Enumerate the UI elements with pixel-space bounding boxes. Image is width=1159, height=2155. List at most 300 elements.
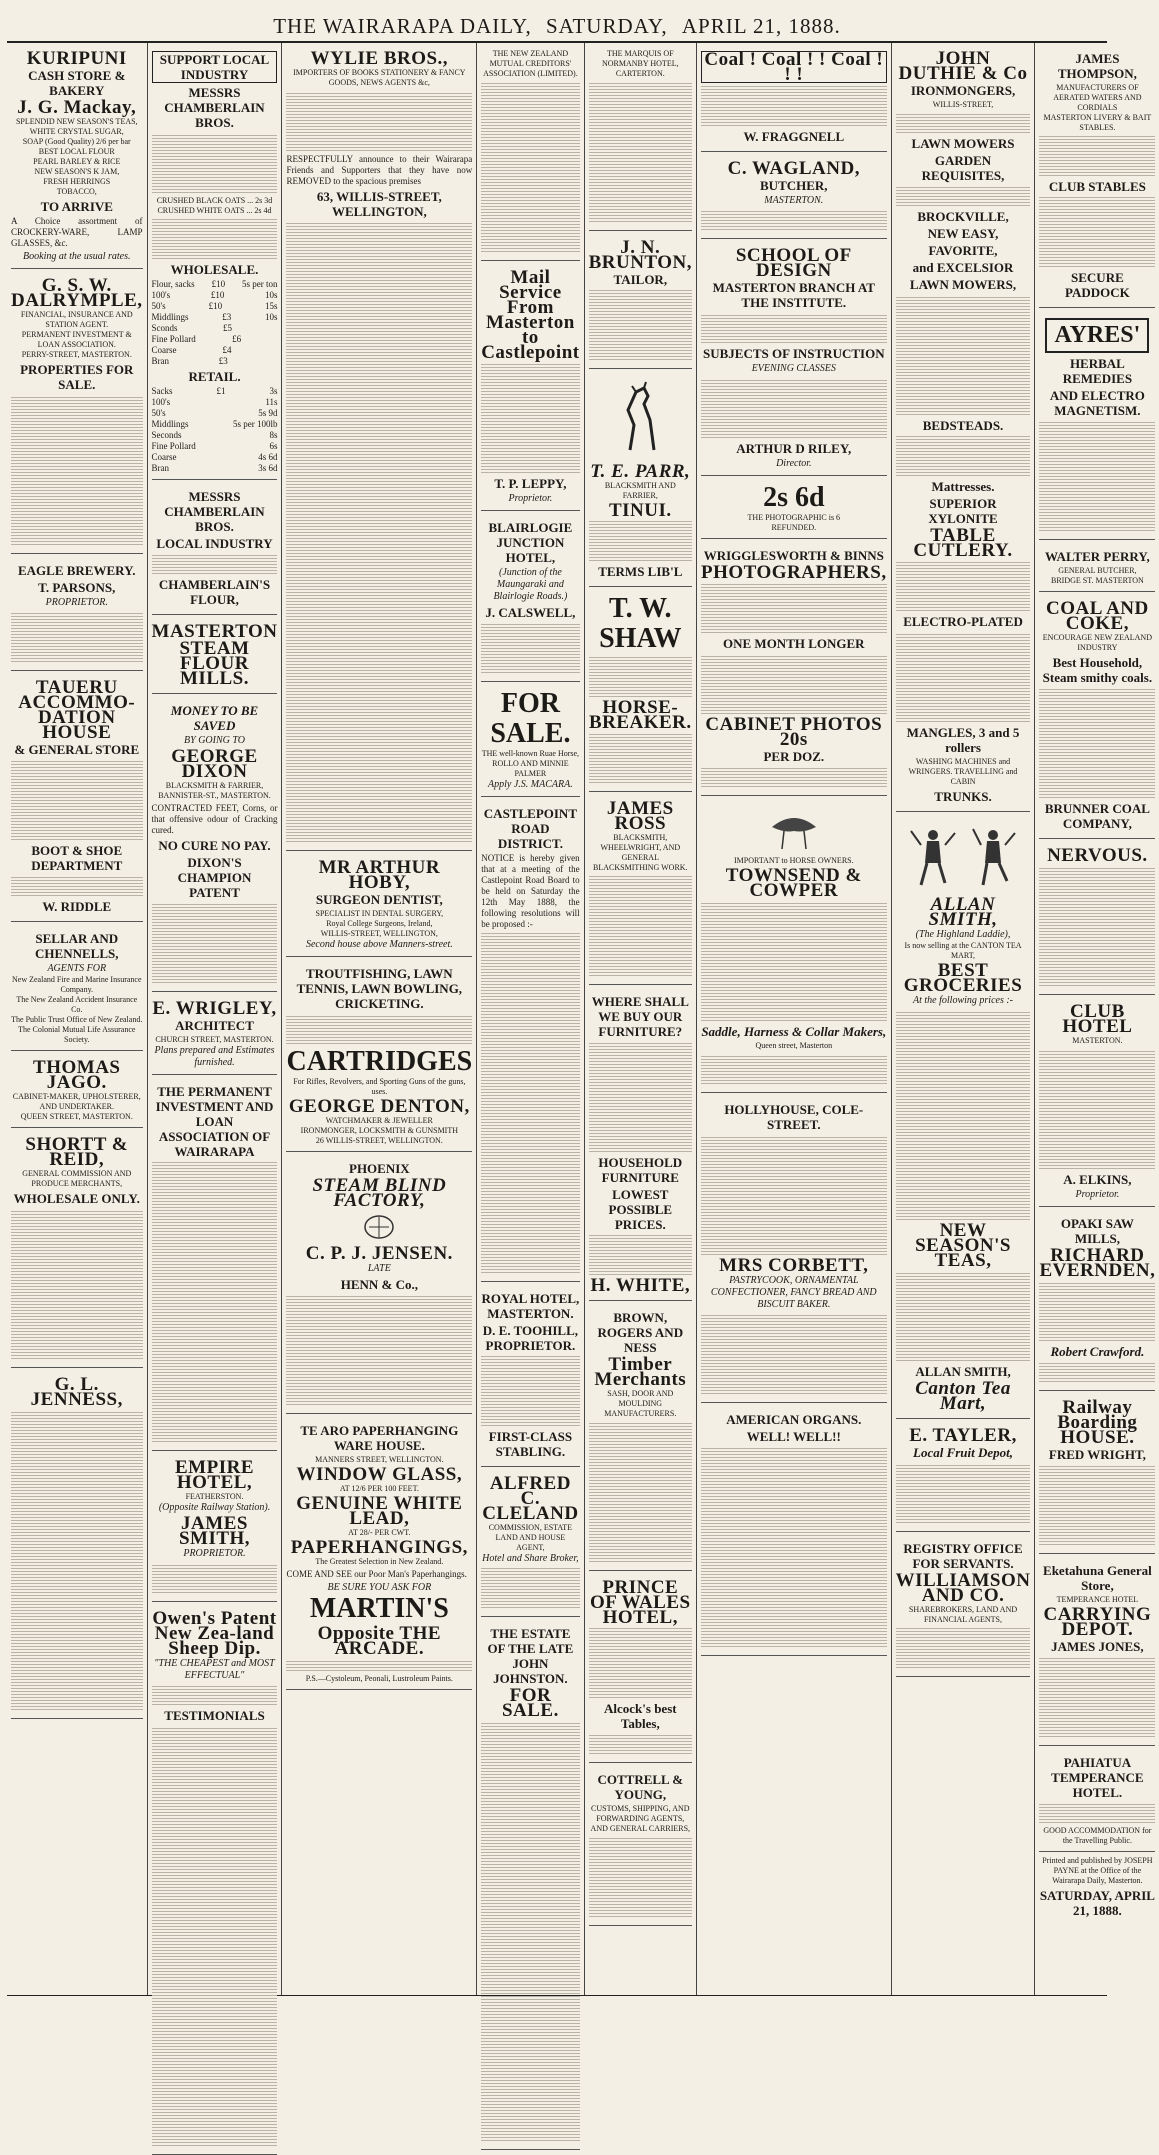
duthie-ad (896, 46, 1031, 812)
owens-dip: Owen's Patent New Zea-land Sheep Dip. (152, 1608, 277, 1659)
riddle-name: W. RIDDLE (42, 899, 112, 914)
local-fruit: Local Fruit Depot, (913, 1445, 1014, 1460)
excelsior: and EXCELSIOR (912, 260, 1014, 275)
prince-of-wales: PRINCE OF WALES HOTEL, (589, 1577, 691, 1628)
williamson: WILLIAMSON AND CO. (895, 1570, 1031, 1606)
dalrymple-sub: FINANCIAL, INSURANCE AND STATION AGENT. (20, 310, 133, 329)
price-item: Fine Pollard (151, 441, 196, 451)
mackay-line: BEST LOCAL FLOUR (38, 147, 115, 156)
director: Director. (776, 458, 812, 469)
price-value: £3 (218, 356, 228, 366)
eagle-brewery: EAGLE BREWERY. (17, 563, 136, 578)
townsend-sub: Saddle, Harness & Collar Makers, (701, 1024, 887, 1039)
dalrymple-ad (11, 273, 143, 554)
price-unit: 4s 6d (258, 452, 278, 462)
lowest-prices: LOWEST POSSIBLE PRICES. (608, 1187, 673, 1232)
refunded: REFUNDED. (771, 523, 817, 532)
ayres-banner: AYRES' (1045, 318, 1149, 353)
featherston: FEATHERSTON. (185, 1492, 244, 1501)
cleland-name: ALFRED C. CLELAND (482, 1473, 579, 1524)
highland-dancers-illustration (896, 823, 1031, 893)
dixon-ad (152, 698, 278, 992)
boot-shoe: BOOT & SHOE DEPARTMENT (31, 843, 123, 873)
masthead (7, 7, 1107, 43)
denton-ad (286, 961, 472, 1152)
sellar-ad (11, 926, 143, 1051)
price-unit: 6s (269, 441, 278, 451)
brunner-coal: BRUNNER COAL COMPANY, (1044, 801, 1150, 831)
jenness-name: G. L. JENNESS, (30, 1374, 123, 1410)
chamberlain-name-2: MESSRS CHAMBERLAIN BROS. (164, 489, 265, 534)
cartridges-sub: For Rifles, Revolvers, and Sporting Guns of the guns, uses. (293, 1077, 466, 1096)
be-sure: BE SURE YOU ASK FOR (327, 1582, 432, 1593)
tayler-ad (896, 1423, 1031, 1532)
properties-heading: PROPERTIES FOR SALE. (20, 362, 134, 392)
mackay-line: PEARL BARLEY & RICE (33, 157, 121, 166)
coal-coke-ad (1039, 596, 1155, 839)
denton-street: 26 WILLIS-STREET, WELLINGTON. (315, 1136, 443, 1145)
hoby-street: WILLIS-STREET, WELLINGTON, (320, 929, 438, 938)
church-street: CHURCH STREET, MASTERTON. (155, 1035, 274, 1044)
new-season-teas: NEW SEASON'S TEAS, (915, 1220, 1011, 1271)
manners-street: MANNERS STREET, WELLINGTON. (315, 1455, 444, 1464)
townsend-ad (701, 800, 887, 1093)
queen-street: QUEEN STREET, MASTERTON. (20, 1112, 133, 1121)
apply-macara: Apply J.S. MACARA. (488, 779, 573, 790)
terms: TERMS LIB'L (598, 564, 683, 579)
corbett-name: MRS CORBETT, (719, 1255, 869, 1276)
jago-name: THOMAS JAGO. (33, 1057, 121, 1093)
walter-perry: WALTER PERRY, (1045, 549, 1150, 564)
steam-mills-ad (152, 619, 278, 694)
pahiatua-ad (1039, 1750, 1155, 1852)
for-sale-ad (481, 686, 579, 797)
jensen-ad (286, 1156, 472, 1414)
price-unit: 15s (264, 301, 278, 311)
ross-ad (589, 796, 692, 985)
bedsteads: BEDSTEADS. (922, 418, 1004, 433)
household-furniture: HOUSEHOLD FURNITURE (598, 1155, 683, 1185)
customs: CUSTOMS, SHIPPING, AND FORWARDING AGENTS, (591, 1804, 690, 1823)
glass-price: AT 12/6 PER 100 FEET. (339, 1484, 419, 1493)
price-unit: 5s per 100lb (232, 419, 278, 429)
mackay-name: J. G. Mackay, (17, 97, 137, 118)
money-saved: MONEY TO BE SAVED (170, 703, 259, 733)
one-month: ONE MONTH LONGER (723, 636, 865, 651)
duthie-name: JOHN DUTHIE & Co (898, 48, 1028, 84)
robert-crawford: Robert Crawford. (1050, 1344, 1145, 1359)
price-row (152, 397, 278, 408)
favorite: FAVORITE, (928, 243, 998, 258)
new-easy: NEW EASY, (927, 226, 999, 241)
issue-date: APRIL 21, 1888. (681, 14, 841, 38)
kuripuni-title: KURIPUNI (26, 48, 127, 69)
mutual-credit-ad (481, 46, 579, 261)
james-jones: JAMES JONES, (1051, 1639, 1144, 1654)
price-row (152, 356, 278, 367)
important-horse: IMPORTANT to HORSE OWNERS. (733, 856, 854, 865)
opaki-ad (1039, 1211, 1155, 1391)
mail-service: Mail Service From Masterton to Castlepoint (481, 267, 580, 363)
price-item: Flour, sacks (151, 279, 195, 289)
mackay-line: NEW SEASON'S K JAM, (34, 167, 120, 176)
chamberlain-flour: CHAMBERLAIN'S FLOUR, (158, 577, 271, 607)
dixon-champion: DIXON'S CHAMPION PATENT (177, 855, 252, 900)
marquis-ad (589, 46, 692, 231)
shortt-name: SHORTT & REID, (25, 1134, 129, 1170)
washing: WASHING MACHINES and WRINGERS. TRAVELLING and CABIN (908, 757, 1018, 786)
eagle-brewery-ad (11, 558, 143, 671)
price-row (152, 301, 278, 312)
corbett-ad (701, 1097, 887, 1403)
te-aro-ad (286, 1418, 472, 1690)
per-doz: PER DOZ. (763, 749, 825, 764)
price-value: £1 (216, 386, 226, 396)
blairlogie-ad (481, 515, 579, 682)
column-8 (1035, 43, 1159, 1995)
mackay-line: SOAP (Good Quality) 2/6 per bar (22, 137, 131, 146)
going-to: BY GOING TO (184, 735, 245, 746)
retail-heading: RETAIL. (188, 369, 241, 384)
brunton-name: J. N. BRUNTON, (588, 237, 693, 273)
price-unit: 11s (265, 397, 278, 407)
columns (7, 43, 1156, 1996)
crushed-line: CRUSHED WHITE OATS ... 2s 4d (157, 206, 272, 215)
empire-hotel: EMPIRE HOTEL, (175, 1457, 254, 1493)
column-4 (477, 43, 584, 1995)
price-value: £10 (208, 301, 223, 311)
marquis: THE MARQUIS OF NORMANBY HOTEL, CARTERTON. (602, 49, 679, 78)
hoby-ad (286, 855, 472, 957)
shortt-ad (11, 1132, 143, 1368)
mail-service-ad (481, 265, 579, 511)
price-row (152, 323, 278, 334)
price-item: Coarse (151, 345, 177, 355)
james-ross: JAMES ROSS (606, 798, 674, 834)
wholesale-heading: WHOLESALE. (170, 262, 259, 277)
dixon-sub: BLACKSMITH & FARRIER, BANNISTER-ST., MASTERTON. (158, 781, 271, 800)
club-hotel: CLUB HOTEL (1062, 1001, 1133, 1037)
nervous: NERVOUS. (1047, 845, 1148, 866)
to-arrive-text: A Choice assortment of CROCKERY-WARE, LAMP GLASSES, &c. (11, 216, 143, 248)
jago-sub: CABINET-MAKER, UPHOLSTERER, AND UNDERTAKER. (12, 1092, 141, 1111)
shaw-name: T. W. SHAW (599, 593, 682, 654)
brunton-ad (589, 235, 692, 369)
dalrymple-name: G. S. W. DALRYMPLE, (11, 275, 143, 311)
wagland-name: C. WAGLAND, (727, 158, 860, 179)
opposite-arcade: Opposite THE ARCADE. (317, 1623, 442, 1659)
railway-boarding: Railway Boarding HOUSE. (1057, 1397, 1138, 1448)
cottrell: COTTRELL & YOUNG, (597, 1772, 684, 1802)
elkins-name: A. ELKINS, (1063, 1172, 1132, 1187)
masterton-branch: MASTERTON BRANCH AT THE INSTITUTE. (712, 280, 875, 310)
wrigley-name: E. WRIGLEY, (152, 998, 277, 1019)
price-unit: 8s (269, 430, 278, 440)
secure-paddock: SECURE PADDOCK (1065, 270, 1130, 300)
club-stables: CLUB STABLES (1048, 179, 1146, 194)
eketahuna-ad (1039, 1558, 1155, 1746)
mattresses: Mattresses. (931, 479, 995, 494)
masterton-heading: MASTERTON (151, 621, 278, 642)
newspaper-title: THE WAIRARAPA DAILY, (273, 14, 532, 38)
wrigglesworth-ad (701, 543, 887, 796)
price-item: Bran (151, 463, 170, 473)
railway-ad (1039, 1395, 1155, 1554)
price-row (152, 430, 278, 441)
column-1 (7, 43, 148, 1995)
evening-classes: EVENING CLASSES (751, 363, 836, 374)
price-unit: 5s per ton (241, 279, 278, 289)
price-value: £5 (223, 323, 233, 333)
price-item: 50's (151, 301, 166, 311)
price-item: Sconds (151, 323, 178, 333)
hotel-broker: Hotel and Share Broker, (482, 1553, 579, 1564)
coal-heading: Coal ! Coal ! ! Coal ! ! ! (701, 51, 887, 83)
sellar-line: The New Zealand Accident Insurance Co. (16, 995, 138, 1014)
wylie-sub: IMPORTERS OF BOOKS STATIONERY & FANCY GOODS, NEWS AGENTS &c, (293, 68, 466, 87)
brown-rogers: BROWN, ROGERS AND NESS (597, 1310, 684, 1355)
architect: ARCHITECT (175, 1018, 254, 1033)
column-7 (892, 43, 1036, 1995)
contracted-feet: CONTRACTED FEET, Corns, or that offensive odour of Cracking cured. (151, 803, 278, 835)
perry-ad (1039, 544, 1155, 592)
price-row (152, 312, 278, 323)
come-see: COME AND SEE our Poor Man's Paperhangings. (286, 1569, 467, 1579)
canton-mart: Canton Tea Mart, (915, 1378, 1011, 1414)
dancers-icon (903, 823, 1023, 893)
general-butcher: GENERAL BUTCHER, (1058, 566, 1137, 575)
cabinet-photos: CABINET PHOTOS 20s (705, 714, 883, 750)
notice-text: NOTICE is hereby given that at a meeting of the Castlepoint Road Board to be held on Saturday the 12th May 1888, the following resolutions will be proposed :- (481, 853, 580, 929)
empire-hotel-ad (152, 1455, 278, 1602)
price-value: £4 (222, 345, 232, 355)
well-well: WELL! WELL!! (746, 1429, 841, 1444)
toohill: D. E. TOOHILL, PROPRIETOR. (482, 1323, 579, 1353)
chamberlain-ad (152, 46, 278, 480)
taueru-title: TAUERU ACCOMMO-DATION HOUSE (18, 677, 136, 743)
column-3 (282, 43, 477, 1995)
emblem-icon (359, 1212, 399, 1242)
ross-sub: BLACKSMITH, WHEELWRIGHT, AND GENERAL BLACKSMITHING WORK. (593, 833, 688, 872)
bridge-street: BRIDGE ST. MASTERTON (1050, 576, 1144, 585)
table-cutlery: TABLE CUTLERY. (913, 525, 1013, 561)
price-item: Coarse (151, 452, 177, 462)
price-unit: 10s (264, 312, 278, 322)
denton-name: GEORGE DENTON, (288, 1096, 470, 1117)
sellar-line: The Colonial Mutual Life Assurance Society. (18, 1025, 136, 1044)
plans-note: Plans prepared and Estimates furnished. (154, 1045, 275, 1068)
wylie-name: WYLIE BROS., (310, 48, 449, 69)
elkins-proprietor: Proprietor. (1075, 1189, 1120, 1200)
carrying-depot: CARRYING DEPOT. (1043, 1604, 1152, 1640)
shortt-sub: GENERAL COMMISSION AND PRODUCE MERCHANTS, (22, 1169, 132, 1188)
column-2 (148, 43, 283, 1995)
support-local: SUPPORT LOCAL INDUSTRY (152, 51, 278, 83)
wholesale-only: WHOLESALE ONLY. (13, 1191, 140, 1206)
jensen-name: C. P. J. JENSEN. (305, 1243, 453, 1264)
cottrell-ad (589, 1767, 692, 1926)
emblem-illustration (286, 1212, 472, 1242)
genuine-lead: GENUINE WHITE LEAD, (296, 1493, 463, 1529)
canton-selling: Is now selling at the CANTON TEA MART, (904, 941, 1022, 960)
school-design: SCHOOL OF DESIGN (735, 245, 852, 281)
wrigley-ad (152, 996, 278, 1075)
parsons-proprietor: PROPRIETOR. (45, 597, 108, 608)
ruae-horse: THE well-known Ruae Horse, (481, 749, 580, 758)
brown-rogers-ad (589, 1305, 692, 1571)
rollo: ROLLO AND MINNIE PALMER (492, 759, 569, 778)
perry-street: PERRY-STREET, MASTERTON. (21, 350, 132, 359)
dixon-name: GEORGE DIXON (171, 746, 258, 782)
price-row (152, 290, 278, 301)
window-glass: WINDOW GLASS, (296, 1464, 463, 1485)
rearing-horse-icon (610, 380, 670, 460)
price-row (152, 334, 278, 345)
lead-price: AT 28/- PER CWT. (348, 1528, 411, 1537)
price-unit: 10s (264, 290, 278, 300)
owens-dip-ad (152, 1606, 278, 2155)
troutfishing: TROUTFISHING, LAWN TENNIS, LAWN BOWLING, CRICKETING. (296, 966, 463, 1011)
steam-flour-mills: STEAM FLOUR MILLS. (179, 638, 250, 689)
price-item: Bran (151, 356, 170, 366)
caswell-name: J. CALSWELL, (485, 605, 576, 620)
price-item: Fine Pollard (151, 334, 196, 344)
chamberlain-name: MESSRS CHAMBERLAIN BROS. (164, 85, 265, 130)
first-class-stabling: FIRST-CLASS STABLING. (488, 1429, 573, 1459)
te-aro-papers: TE ARO PAPERHANGING WARE HOUSE. (300, 1423, 459, 1453)
price-row (152, 463, 278, 474)
price-row (152, 408, 278, 419)
price-row (152, 279, 278, 290)
tailor: TAILOR, (613, 272, 668, 287)
royal-hotel: ROYAL HOTEL, MASTERTON. (481, 1291, 580, 1321)
mangles: MANGLES, 3 and 5 rollers (906, 725, 1020, 755)
estate-heading: THE ESTATE OF THE LATE JOHN JOHNSTON. (487, 1626, 574, 1686)
thompson-sub: MANUFACTURERS OF AERATED WATERS AND CORDIALS (1053, 83, 1142, 112)
price-row (152, 345, 278, 356)
hollyhouse: HOLLYHOUSE, COLE-STREET. (724, 1102, 864, 1132)
parsons-name: T. PARSONS, (38, 580, 116, 595)
accommodation: GOOD ACCOMMODATION for the Travelling Public. (1043, 1826, 1152, 1845)
livery-stables: MASTERTON LIVERY & BAIT STABLES. (1043, 113, 1152, 132)
price-row (152, 452, 278, 463)
no-cure: NO CURE NO PAY. (158, 838, 271, 853)
evernden-name: RICHARD EVERNDEN, (1039, 1245, 1156, 1281)
leppy-proprietor: Proprietor. (508, 493, 553, 504)
price-value: £10 (211, 279, 226, 289)
cash-store-title: CASH STORE & BAKERY (28, 68, 126, 98)
fraggnell: W. FRAGGNELL (743, 129, 845, 144)
highland-laddie: (The Highland Laddie), (915, 929, 1011, 940)
coal-ad (701, 46, 887, 152)
trunks: TRUNKS. (934, 789, 992, 804)
fred-wright: FRED WRIGHT, (1048, 1447, 1146, 1462)
queen-st: Queen street, Masterton (755, 1041, 833, 1050)
parr-blacksmith: BLACKSMITH AND FARRIER, (604, 481, 676, 500)
to-arrive-heading: TO ARRIVE (40, 199, 113, 214)
saddle-icon (764, 807, 824, 852)
subjects: SUBJECTS OF INSTRUCTION (703, 346, 885, 361)
duthie-street: WILLIS-STREET, (932, 100, 994, 109)
pahiatua: PAHIATUA TEMPERANCE HOTEL. (1051, 1755, 1144, 1800)
parr-ad (589, 373, 692, 587)
temperance: TEMPERANCE HOTEL (1056, 1595, 1139, 1604)
price-value: £3 (222, 312, 232, 322)
cartridges: CARTRIDGES (286, 1046, 473, 1077)
thompson-name: JAMES THOMPSON, (1057, 51, 1137, 81)
where-buy: WHERE SHALL WE BUY OUR FURNITURE? (591, 994, 689, 1039)
cheapest: "THE CHEAPEST and MOST EFFECTUAL" (154, 1658, 275, 1681)
best-groceries: BEST GROCERIES (903, 960, 1023, 996)
encourage-industry: ENCOURAGE NEW ZEALAND INDUSTRY (1042, 633, 1152, 652)
tayler-name: E. TAYLER, (909, 1425, 1017, 1446)
price-item: 100's (151, 397, 171, 407)
sash-door: SASH, DOOR AND MOULDING MANUFACTURERS. (604, 1389, 677, 1418)
organs-ad (701, 1407, 887, 1656)
wylie-street: 63, WILLIS-STREET, WELLINGTON, (316, 189, 442, 219)
duthie-ironmongers: IRONMONGERS, (910, 83, 1016, 98)
sellar-name: SELLAR AND CHENNELLS, (35, 931, 119, 961)
estate-ad (481, 1621, 579, 2150)
price-item: 50's (151, 408, 166, 418)
jensen-late: LATE (367, 1263, 391, 1274)
riley: ARTHUR D RILEY, (736, 441, 852, 456)
price-row (152, 441, 278, 452)
at-prices: At the following prices :- (913, 995, 1014, 1006)
registry-ad (896, 1536, 1031, 1677)
school-ad (701, 243, 887, 476)
cleland-ad (481, 1471, 579, 1617)
blairlogie: BLAIRLOGIE JUNCTION HOTEL, (488, 520, 573, 565)
booking-note: Booking at the usual rates. (23, 251, 131, 262)
mackay-line: SPLENDID NEW SEASON'S TEAS, (15, 117, 138, 126)
imprint: Printed and published by JOSEPH PAYNE at the Office of the Wairarapa Daily, Masterton. (1042, 1856, 1153, 1885)
agents-for: AGENTS FOR (47, 963, 107, 974)
parr-name: T. E. PARR, (590, 461, 691, 482)
price-item: Middlings (151, 312, 189, 322)
denton-ironmonger: IRONMONGER, LOCKSMITH & GUNSMITH (300, 1126, 459, 1135)
price-value: £6 (232, 334, 242, 344)
allan-smith-2: ALLAN SMITH, (915, 1364, 1011, 1379)
henn-name: HENN & Co., (340, 1277, 418, 1292)
general-store: & GENERAL STORE (14, 742, 140, 757)
sellar-line: The Public Trust Office of New Zealand. (11, 1015, 143, 1024)
hoby-name: MR ARTHUR HOBY, (318, 857, 441, 893)
phoenix: PHOENIX (349, 1161, 410, 1176)
martins: MARTIN'S (309, 1593, 449, 1624)
price-row (152, 419, 278, 430)
royal-hotel-ad (481, 1286, 579, 1467)
alcocks: Alcock's best Tables, (604, 1701, 677, 1731)
electro-magnetism: AND ELECTRO MAGNETISM. (1049, 388, 1145, 418)
shaw-ad (589, 591, 692, 792)
wagland-ad (701, 156, 887, 239)
james-smith: JAMES SMITH, (178, 1513, 251, 1549)
photographic: THE PHOTOGRAPHIC is 6 (747, 513, 841, 522)
column-6 (697, 43, 892, 1995)
royal-college: Royal College Surgeons, Ireland, (326, 919, 433, 928)
footer-date: SATURDAY, APRIL 21, 1888. (1039, 1888, 1155, 1918)
lawn-mowers-2: LAWN MOWERS, (909, 277, 1017, 292)
lawn-mowers: LAWN MOWERS (911, 136, 1015, 151)
denton-sub: WATCHMAKER & JEWELLER (325, 1116, 433, 1125)
electro-plated: ELECTRO-PLATED (903, 614, 1023, 629)
price-item: Middlings (151, 419, 189, 429)
column-5 (585, 43, 697, 1995)
townsend-name: TOWNSEND & COWPER (725, 865, 862, 901)
superior-xylonite: SUPERIOR XYLONITE (928, 496, 998, 526)
sharebrokers: SHAREBROKERS, LAND AND FINANCIAL AGENTS, (908, 1605, 1018, 1624)
